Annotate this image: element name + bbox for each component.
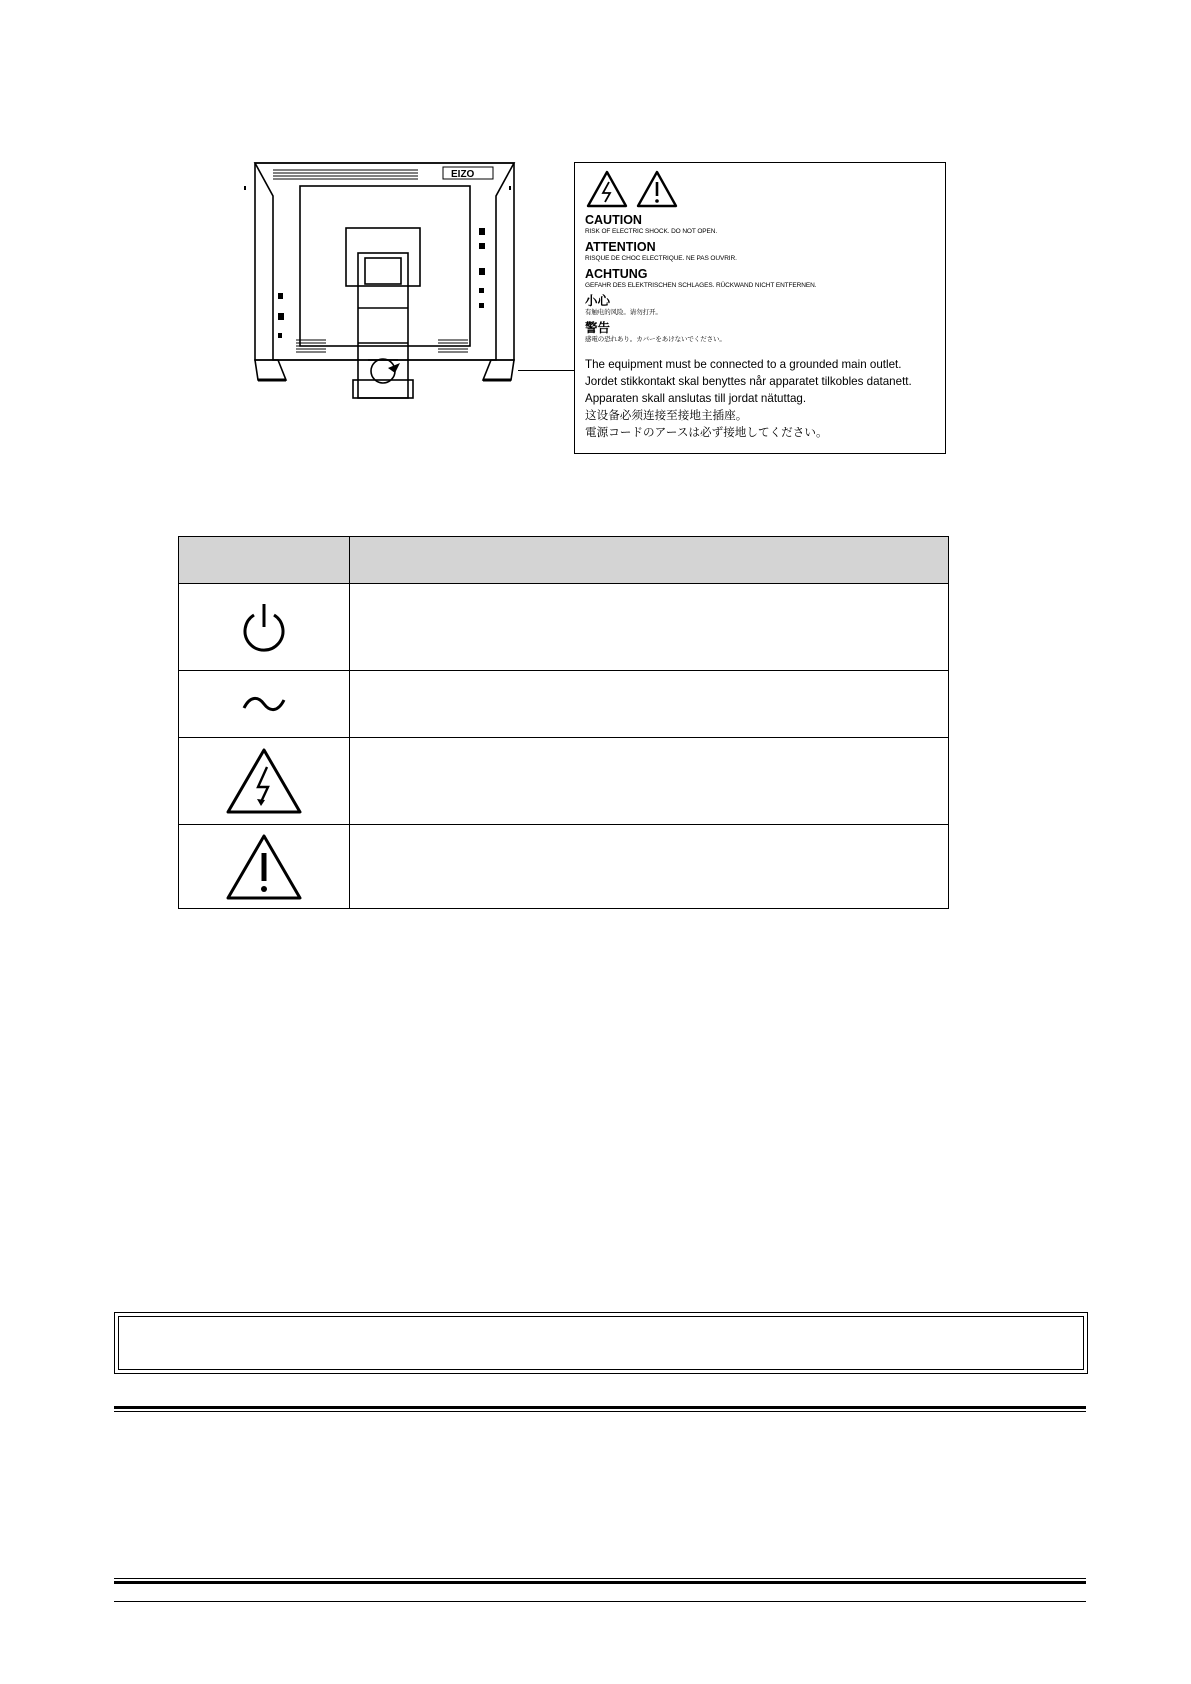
- leader-line: [518, 370, 575, 371]
- caution-heading: CAUTION: [585, 213, 642, 227]
- attention-text: RISQUE DE CHOC ELECTRIQUE. NE PAS OUVRIR.: [585, 255, 737, 262]
- caution-text: RISK OF ELECTRIC SHOCK. DO NOT OPEN.: [585, 228, 718, 235]
- monitor-brand-logo: EIZO: [451, 169, 475, 180]
- grounding-line-chinese: 这设备必须连接至接地主插座。: [585, 409, 748, 422]
- electric-shock-warning-icon: [585, 169, 629, 209]
- table-header-row: [179, 537, 948, 583]
- chinese-caution-heading: 小心: [585, 294, 611, 308]
- description-cell: [350, 671, 948, 737]
- power-icon: [240, 601, 288, 653]
- footer-rule-thin: [114, 1578, 1086, 1579]
- label-warning-symbols: [585, 169, 935, 209]
- achtung-heading: ACHTUNG: [585, 267, 648, 281]
- symbol-table: [178, 536, 949, 909]
- table-row: [179, 670, 948, 737]
- grounding-line-japanese: 電源コードのアースは必ず接地してください。: [585, 426, 828, 439]
- monitor-rear-view-illustration: [238, 158, 528, 408]
- section-rule-top: [114, 1406, 1086, 1409]
- grounding-line-norwegian: Jordet stikkontakt skal benyttes når apparatet tilkobles datanett.: [585, 375, 912, 388]
- section-rule-top-thin: [114, 1411, 1086, 1412]
- footer-rule-thick: [114, 1581, 1086, 1584]
- table-row: [179, 824, 948, 908]
- japanese-warning-heading: 警告: [585, 321, 611, 335]
- alternating-current-icon: [240, 692, 288, 716]
- caution-warning-icon: [223, 831, 305, 903]
- table-row: [179, 583, 948, 670]
- description-cell: [350, 825, 948, 908]
- grounding-line-swedish: Apparaten skall anslutas till jordat nätuttag.: [585, 392, 807, 405]
- description-cell: [350, 738, 948, 824]
- electric-shock-warning-icon: [223, 745, 305, 817]
- chinese-caution-text: 有触电的风险。请勿打开。: [585, 309, 662, 316]
- notice-box: [114, 1312, 1088, 1374]
- attention-heading: ATTENTION: [585, 240, 656, 254]
- caution-warning-icon: [635, 169, 679, 209]
- description-cell: [350, 584, 948, 670]
- footer-rule-bottom: [114, 1601, 1086, 1602]
- caution-label: [574, 162, 946, 454]
- japanese-warning-text: 感電の恐れあり。カバーをあけないでください。: [585, 336, 726, 343]
- header-cell-description: [350, 537, 948, 583]
- header-cell-symbol: [179, 537, 350, 583]
- table-row: [179, 737, 948, 824]
- grounding-line-english: The equipment must be connected to a grounded main outlet.: [585, 358, 902, 371]
- achtung-text: GEFAHR DES ELEKTRISCHEN SCHLAGES. RÜCKWAND NICHT ENTFERNEN.: [585, 282, 817, 289]
- grounding-instructions: [585, 356, 935, 441]
